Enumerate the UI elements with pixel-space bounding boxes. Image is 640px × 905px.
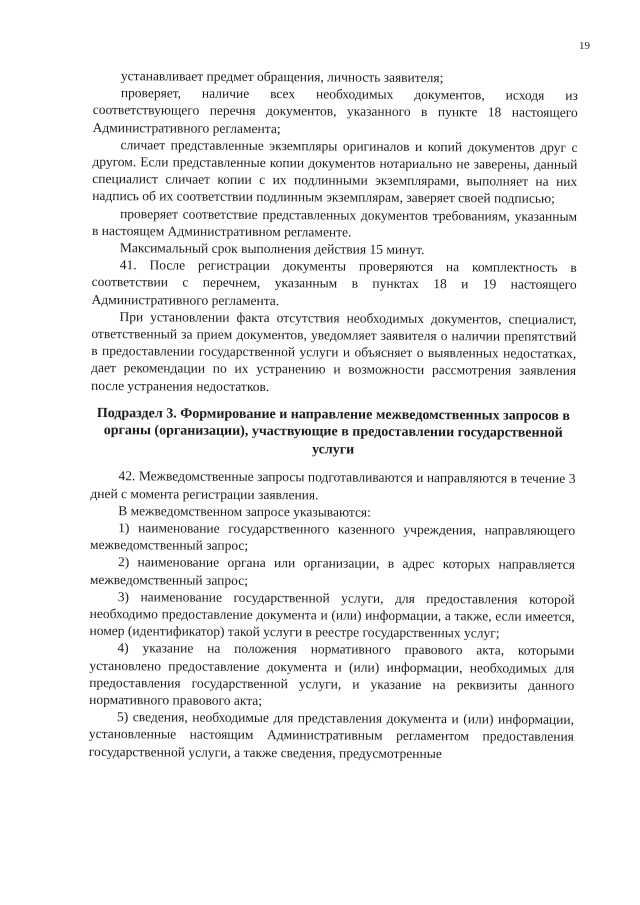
paragraph: сличает представленные экземпляры оригиналов и копий документов друг с другом. Если представленные копии документов нотариально не заверены, данный специалист сличает копии с их подлинными экземплярами, выполняет на них надпись об их соответствии подлинным экземплярам, заверяет своей подписью;: [92, 136, 578, 207]
page-number: 19: [579, 40, 590, 52]
paragraph: При установлении факта отсутствия необходимых документов, специалист, ответственный за прием документов, уведомляет заявителя о наличии препятствий в предоставлении государственной услуги и объясняет о выявленных недостатках, дает рекомендации по их устранению и возможности рассмотрения заявления после устранения недостатков.: [91, 309, 577, 394]
paragraph: 41. После регистрации документы проверяются на комплектность в соответствии с перечнем, указанным в пунктах 18 и 19 настоящего Административного регламента.: [91, 257, 577, 308]
list-item: 4) указание на положения нормативного правового акта, которыми установлено предоставление документа и (или) информации, необходимых для предоставления государственной услуги, и указание на реквизиты данного нормативного правового акта;: [89, 640, 575, 709]
section-heading: Подраздел 3. Формирование и направление межведомственных запросов в органы (организации), участвующие в предоставлении государственной услуги: [96, 405, 570, 458]
list-item: 3) наименование государственной услуги, для предоставления которой необходимо предоставление документа и (или) информации, а также, если имеется, номер (идентификатор) такой услуги в реестре государственных услуг;: [89, 588, 575, 641]
list-item: 2) наименование органа или организации, в адрес которых направляется межведомственный запрос;: [89, 554, 576, 588]
paragraph: Максимальный срок выполнения действия 15 минут.: [119, 240, 425, 258]
paragraph: 42. Межведомственные запросы подготавливаются и направляются в течение 3 дней с момента регистрации заявления.: [90, 468, 576, 502]
paragraph: проверяет, наличие всех необходимых документов, исходя из соответствующего перечня документов, указанного в пункте 18 настоящего Административного регламента;: [92, 85, 578, 136]
paragraph: В межведомственном запросе указываются:: [118, 502, 371, 520]
list-item: 1) наименование государственного казенного учреждения, направляющего межведомственный запрос;: [90, 520, 576, 554]
paragraph: проверяет соответствие представленных документов требованиям, указанным в настоящем Административном регламенте.: [91, 205, 578, 240]
paragraph: устанавливает предмет обращения, личность заявителя;: [120, 68, 444, 86]
list-item: 5) сведения, необходимые для представления документа и (или) информации, установленные настоящим Административным регламентом предоставления государственной услуги, а также сведения, предусмотренные: [88, 709, 575, 761]
page-body: [89, 67, 578, 763]
